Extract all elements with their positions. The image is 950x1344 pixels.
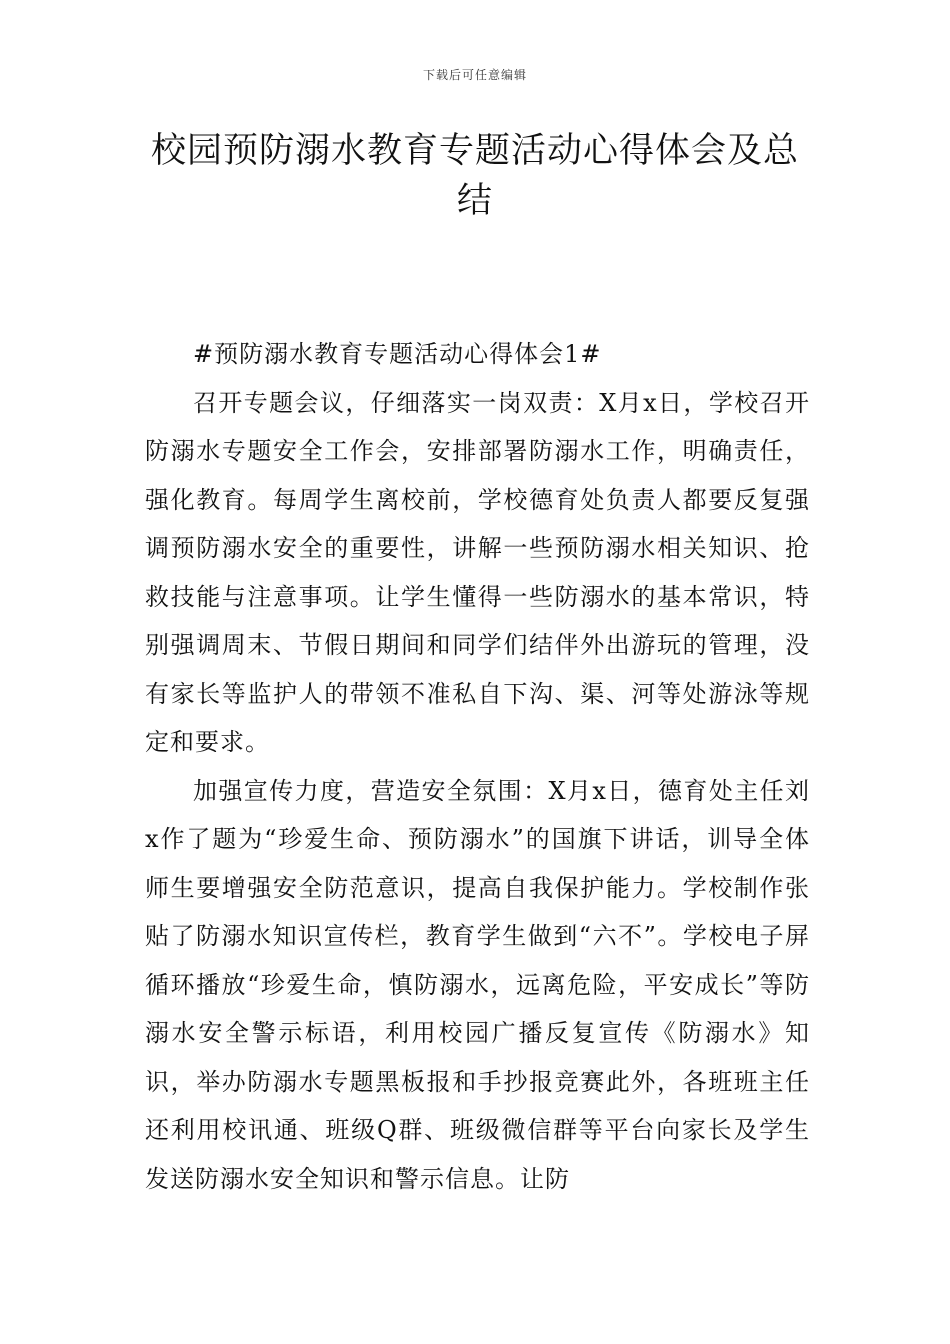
document-body [145,330,810,1203]
page-title: 校园预防溺水教育专题活动心得体会及总结 [150,131,799,221]
section-heading: #预防溺水教育专题活动心得体会1# [193,340,602,368]
paragraph-2: 加强宣传力度，营造安全氛围：X月x日，德育处主任刘x作了题为“珍爱生命、预防溺水”的国旗下讲话，训导全体师生要增强安全防范意识，提高自我保护能力。学校制作张贴了防溺水知识宣传栏，教育学生做到“六不”。学校电子屏循环播放“珍爱生命，慎防溺水，远离危险，平安成长”等防溺水安全警示标语，利用校园广播反复宣传《防溺水》知识，举办防溺水专题黑板报和手抄报竞赛此外，各班班主任还利用校讯通、班级Q群、班级微信群等平台向家长及学生发送防溺水安全知识和警示信息。让防 [145,776,810,1193]
paragraph-1: 召开专题会议，仔细落实一岗双责：X月x日，学校召开防溺水专题安全工作会，安排部署防溺水工作，明确责任，强化教育。每周学生离校前，学校德育处负责人都要反复强调预防溺水安全的重要性，讲解一些预防溺水相关知识、抢救技能与注意事项。让学生懂得一些防溺水的基本常识，特别强调周末、节假日期间和同学们结伴外出游玩的管理，没有家长等监护人的带领不准私自下沟、渠、河等处游泳等规定和要求。 [145,388,810,756]
header-note: 下载后可任意编辑 [422,68,527,82]
